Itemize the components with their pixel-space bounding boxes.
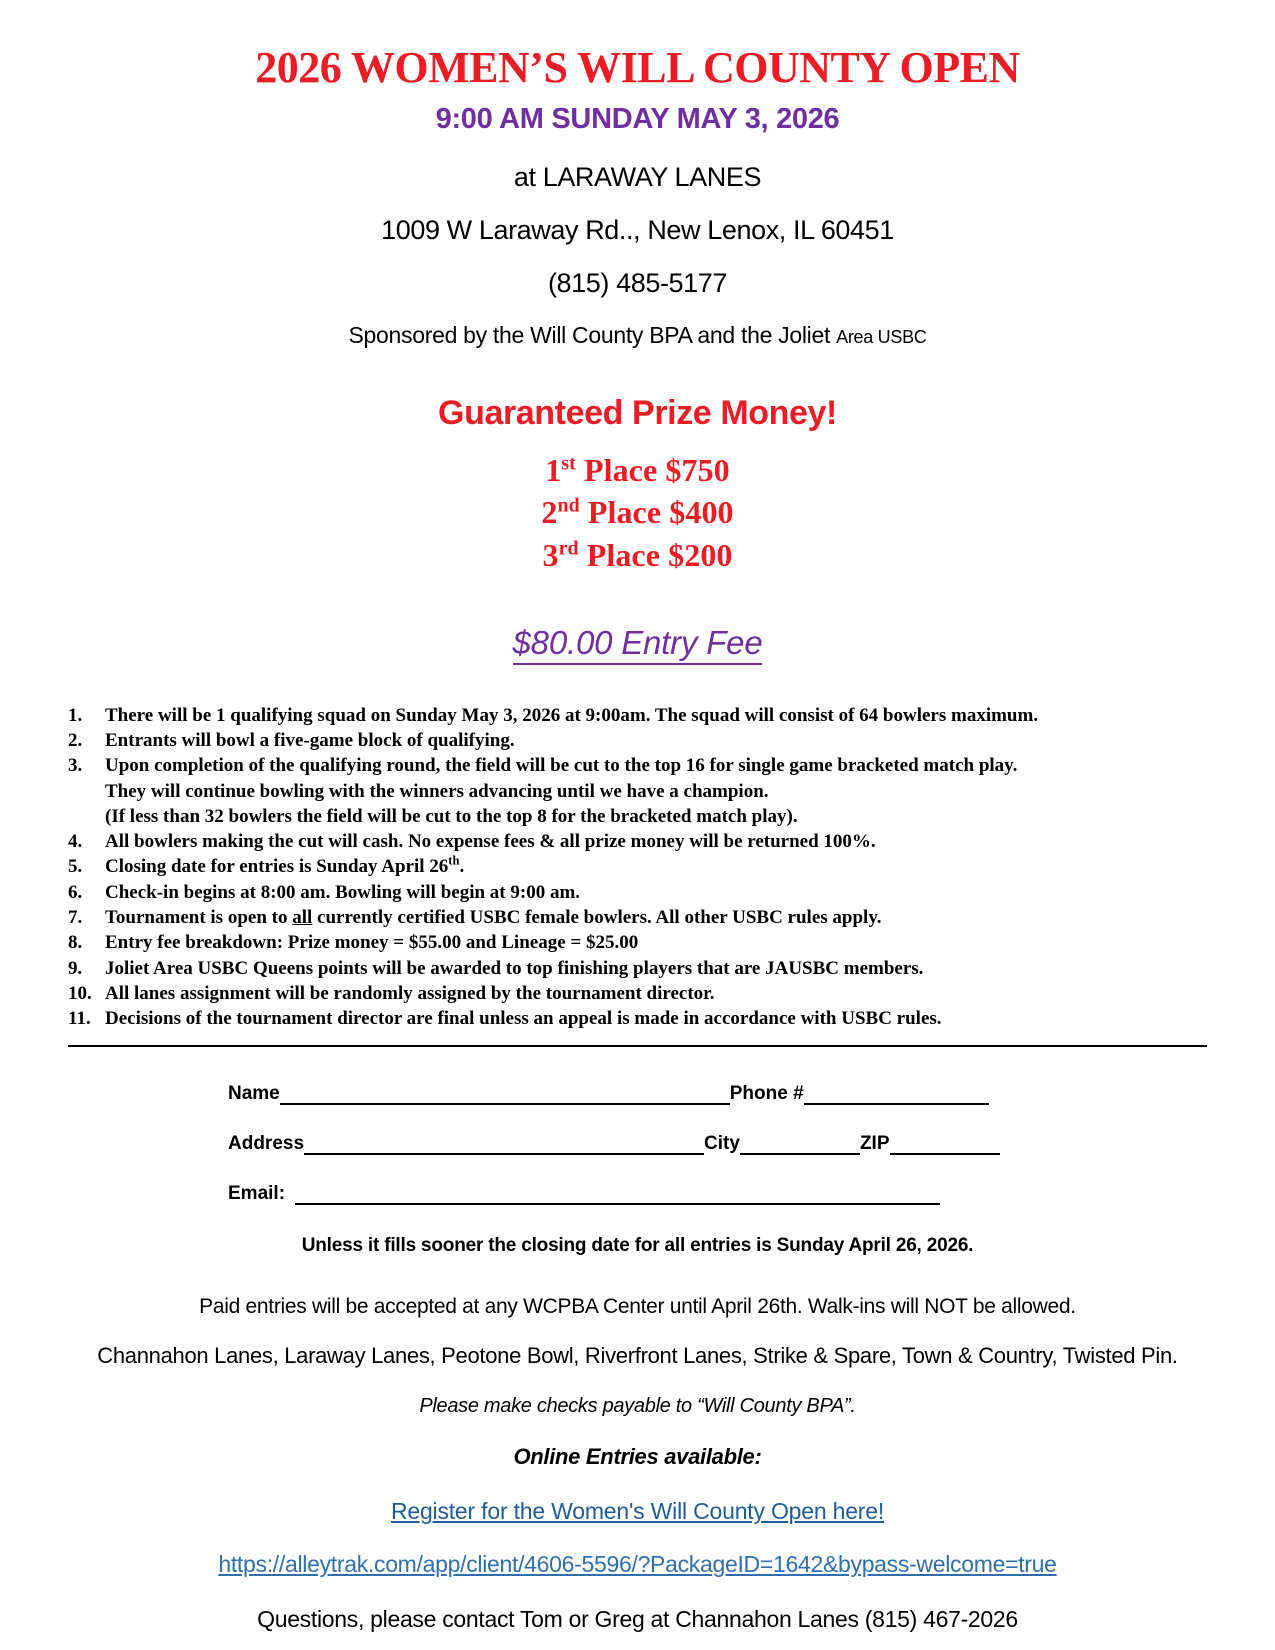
zip-input[interactable] <box>890 1134 1000 1155</box>
rule-text: Check-in begins at 8:00 am. Bowling will begin at 9:00 am. <box>105 881 581 903</box>
prize-place-1 <box>0 449 1275 491</box>
prize-heading: Guaranteed Prize Money! <box>438 394 837 433</box>
prize-place-2 <box>0 491 1275 533</box>
rule-text: There will be 1 qualifying squad on Sunday May 3, 2026 at 9:00am. The squad will consist of 64 bowlers maximum. <box>105 704 1039 726</box>
online-entries-heading: Online Entries available: <box>513 1444 762 1470</box>
entry-form <box>0 1047 1275 1205</box>
rule-text-tail: currently certified USBC female bowlers. All other USBC rules apply. <box>312 907 882 929</box>
prize-amount: Place $200 <box>578 536 733 573</box>
prize-ordinal: rd <box>558 537 579 559</box>
venue-phone: (815) 485-5177 <box>547 268 728 299</box>
rule-item <box>0 829 1275 854</box>
sponsor-main-text: Sponsored by the Will County BPA and the Joliet <box>348 322 837 349</box>
prize-rank: 3 <box>542 536 559 573</box>
email-input[interactable] <box>295 1184 940 1205</box>
rule-number: 10. <box>68 982 92 1004</box>
rule-item <box>0 854 1275 879</box>
phone-label: Phone # <box>729 1083 804 1105</box>
rule-item <box>0 930 1275 955</box>
participating-centers: Channahon Lanes, Laraway Lanes, Peotone Bowl, Riverfront Lanes, Strike & Spare, Town & Country, Twisted Pin. <box>97 1343 1178 1369</box>
sponsor-line <box>0 299 1275 349</box>
address-label: Address <box>228 1133 305 1155</box>
rule-number: 6. <box>68 881 83 903</box>
entry-fee: $80.00 Entry Fee <box>513 624 763 665</box>
rule-text: All lanes assignment will be randomly assigned by the tournament director. <box>105 982 715 1004</box>
questions-contact: Questions, please contact Tom or Greg at Channahon Lanes (815) 467-2026 <box>257 1606 1018 1633</box>
rule-number: 8. <box>68 932 83 954</box>
city-label: City <box>704 1133 740 1155</box>
prize-rank: 2 <box>541 494 558 531</box>
rule-text: Decisions of the tournament director are final unless an appeal is made in accordance with USBC rules. <box>105 1008 942 1030</box>
rule-text: Joliet Area USBC Queens points will be awarded to top finishing players that are JAUSBC members. <box>105 957 924 979</box>
prize-amount: Place $750 <box>575 452 730 489</box>
rule-text: All bowlers making the cut will cash. No expense fees & all prize money will be returned 100%. <box>105 831 876 853</box>
rule-text: Tournament is open to <box>105 907 293 929</box>
rule-number: 11. <box>68 1008 91 1030</box>
rule-number: 3. <box>68 755 83 777</box>
name-input[interactable] <box>280 1084 730 1105</box>
rule-item <box>0 728 1275 753</box>
rule-item <box>0 981 1275 1006</box>
prize-place-3 <box>0 534 1275 576</box>
rule-text: Closing date for entries is Sunday April 26 <box>105 856 449 878</box>
rule-text-tail: . <box>459 856 465 878</box>
rule-item <box>0 1006 1275 1031</box>
rule-text: Entry fee breakdown: Prize money = $55.00 and Lineage = $25.00 <box>105 932 639 954</box>
rule-number: 1. <box>68 704 83 726</box>
rule-number: 2. <box>68 730 83 752</box>
closing-date-note: Unless it fills sooner the closing date for all entries is Sunday April 26, 2026. <box>301 1235 974 1257</box>
url-link-container <box>0 1525 1275 1578</box>
rule-item <box>0 703 1275 728</box>
entry-fee-container <box>0 576 1275 665</box>
rule-emphasis: all <box>292 907 313 929</box>
register-link[interactable]: Register for the Women's Will County Open here! <box>390 1498 885 1525</box>
phone-input[interactable] <box>804 1084 989 1105</box>
name-label: Name <box>228 1083 280 1105</box>
rule-number: 5. <box>68 856 83 878</box>
prize-ordinal: nd <box>557 494 580 517</box>
sponsor-small-text: Area USBC <box>836 327 927 348</box>
rule-text: Upon completion of the qualifying round, the field will be cut to the top 16 for single game bracketed match play. <box>105 755 1018 777</box>
prize-list <box>0 433 1275 576</box>
rule-number: 4. <box>68 831 83 853</box>
rule-item <box>0 880 1275 905</box>
city-input[interactable] <box>740 1134 860 1155</box>
form-row-email <box>0 1183 1275 1205</box>
rule-superscript: th <box>448 854 460 869</box>
prize-amount: Place $400 <box>579 494 734 531</box>
rules-list <box>0 665 1275 1031</box>
rule-item <box>0 956 1275 981</box>
rule-number: 7. <box>68 907 83 929</box>
page-title: 2026 WOMEN’S WILL COUNTY OPEN <box>255 43 1020 92</box>
form-row-address <box>0 1133 1275 1155</box>
email-label: Email: <box>228 1183 286 1205</box>
address-input[interactable] <box>304 1134 704 1155</box>
rule-item <box>0 905 1275 930</box>
venue-address: 1009 W Laraway Rd.., New Lenox, IL 60451 <box>381 215 894 246</box>
rule-number: 9. <box>68 957 83 979</box>
prize-rank: 1 <box>545 452 562 489</box>
rule-subline: They will continue bowling with the winners advancing until we have a champion. <box>105 780 769 802</box>
form-row-name <box>0 1083 1275 1105</box>
rule-subline: (If less than 32 bowlers the field will be cut to the top 8 for the bracketed match play). <box>105 805 798 827</box>
venue-name: at LARAWAY LANES <box>513 162 762 193</box>
event-datetime: 9:00 AM SUNDAY MAY 3, 2026 <box>435 103 840 136</box>
zip-label: ZIP <box>859 1133 890 1155</box>
registration-url-link[interactable]: https://alleytrak.com/app/client/4606-5596/?PackageID=1642&bypass-welcome=true <box>218 1551 1057 1578</box>
rule-text: Entrants will bowl a five-game block of qualifying. <box>105 730 515 752</box>
rule-item <box>0 753 1275 829</box>
prize-ordinal: st <box>561 452 576 475</box>
checks-payable-note: Please make checks payable to “Will County BPA”. <box>419 1395 856 1418</box>
paid-entries-note: Paid entries will be accepted at any WCPBA Center until April 26th. Walk-ins will NOT be allowed. <box>199 1295 1076 1319</box>
register-link-container <box>0 1470 1275 1525</box>
